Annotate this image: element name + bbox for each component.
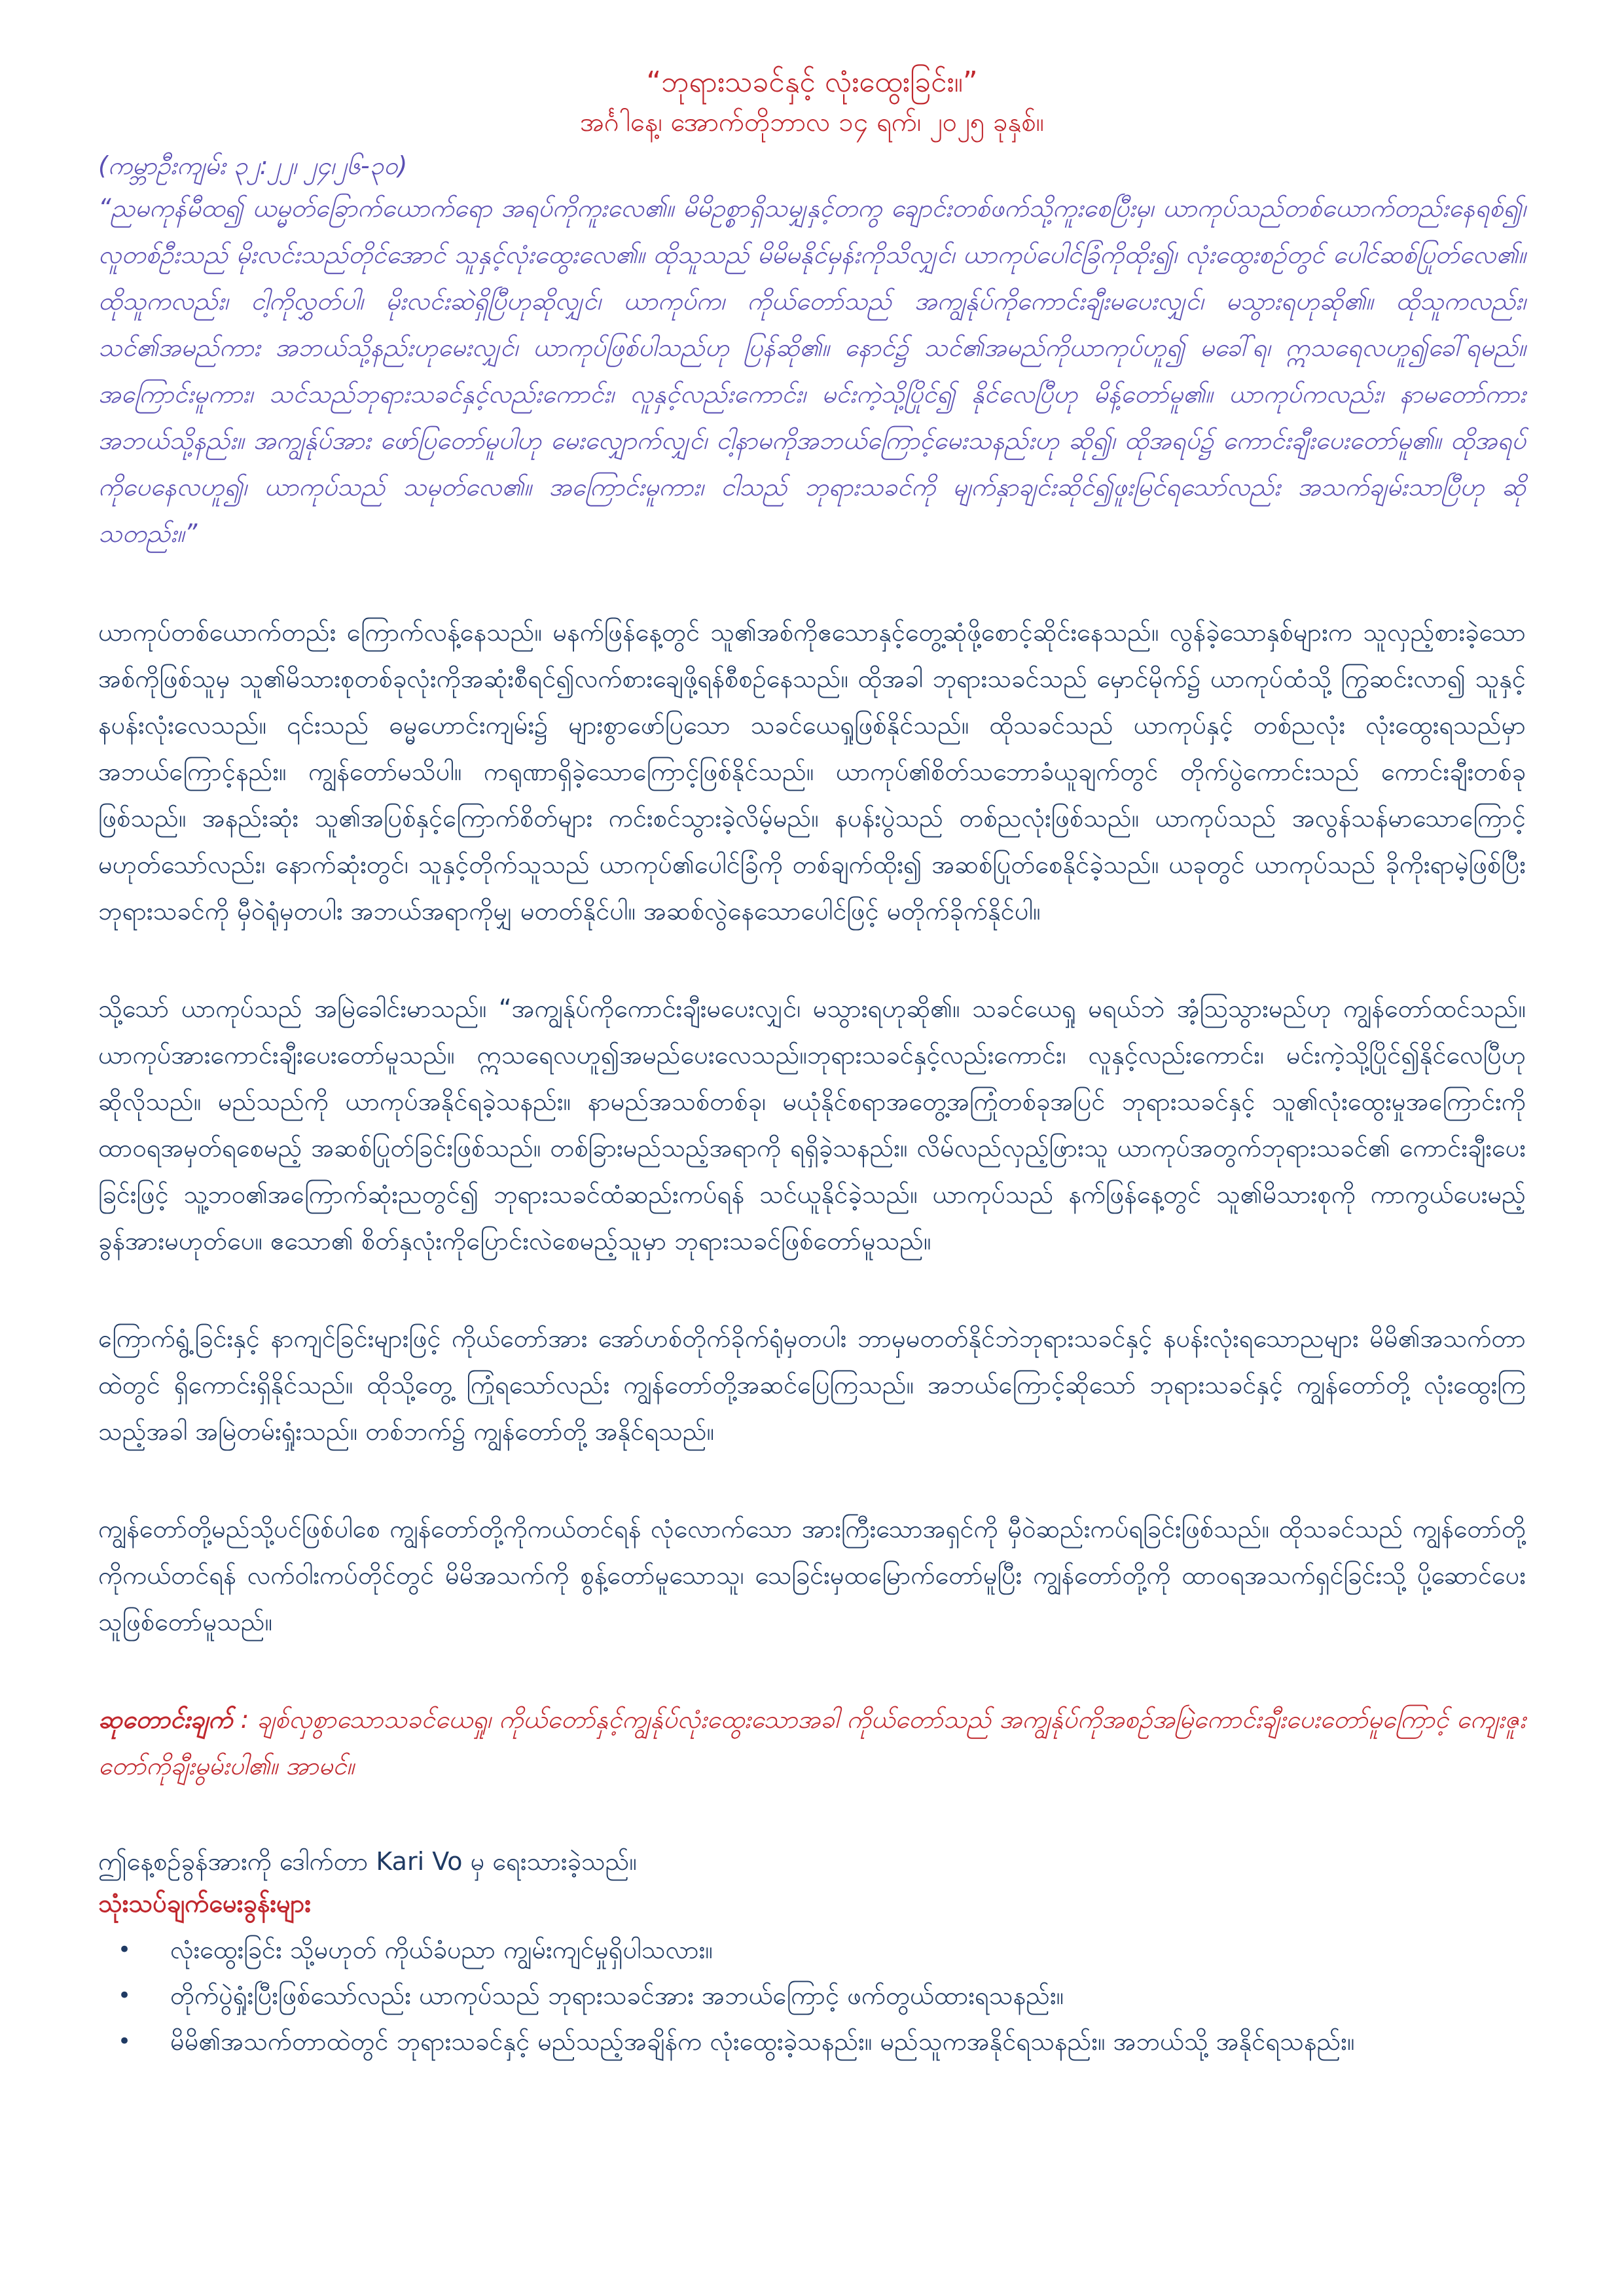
list-item	[98, 2018, 1526, 2064]
question-text: မိမိ၏အသက်တာထဲတွင် ဘုရားသခင်နှင့် မည်သည့်အချိန်က လုံးထွေးခဲ့သနည်း။ မည်သူကအနိုင်ရသနည်း။ အဘယ်သို့ အနိုင်ရသနည်း။	[170, 2027, 1355, 2056]
scripture-reference: (ကမ္ဘာဦးကျမ်း ၃၂:၂၂၊ ၂၄၊၂၆-၃၀)	[98, 151, 408, 180]
bullet-icon: •	[118, 1937, 132, 1963]
question-text: တိုက်ပွဲရှုံးပြီးဖြစ်သော်လည်း ယာကုပ်သည် ဘုရားသခင်အား အဘယ်ကြောင့် ဖက်တွယ်ထားရသနည်း။	[170, 1981, 1064, 2010]
body-paragraph-4: ကျွန်တော်တို့မည်သို့ပင်ဖြစ်ပါစေ ကျွန်တော်တို့ကိုကယ်တင်ရန် လုံလောက်သော အားကြီးသောအရှင်ကို မှီဝဲဆည်းကပ်ရခြင်းဖြစ်သည်။ ထိုသခင်သည် ကျွန်တော်တို့ကိုကယ်တင်ရန် လက်ဝါးကပ်တိုင်တွင် မိမိအသက်ကို စွန့်တော်မူသောသူ၊ သေခြင်းမှထမြောက်တော်မူပြီး ကျွန်တော်တို့ကို ထာဝရအသက်ရှင်ခြင်းသို့ ပို့ဆောင်ပေးသူဖြစ်တော်မူသည်။	[98, 1515, 1526, 1636]
list-item	[98, 1927, 1526, 1973]
questions-list	[98, 1927, 1526, 2064]
page-date: အင်္ဂါနေ့၊ အောက်တိုဘာလ ၁၄ ရက်၊ ၂၀၂၅ ခုနှစ်။	[580, 107, 1044, 137]
list-item	[98, 1973, 1526, 2018]
question-text: လုံးထွေးခြင်း သို့မဟုတ် ကိုယ်ခံပညာ ကျွမ်းကျင်မှုရှိပါသလား။	[170, 1935, 713, 1964]
prayer-block	[98, 1696, 1526, 1789]
prayer-separator: :	[232, 1705, 257, 1734]
author-note: ဤနေ့စဉ်ခွန်အားကို ဒေါက်တာ Kari Vo မှ ရေးသားခဲ့သည်။	[98, 1847, 637, 1876]
body-paragraph-1: ယာကုပ်တစ်ယောက်တည်း ကြောက်လန့်နေသည်။ မနက်ဖြန်နေ့တွင် သူ၏အစ်ကိုဧသောနှင့်တွေ့ဆုံဖို့စောင့်ဆိုင်းနေသည်။ လွန်ခဲ့သောနှစ်များက သူလှည့်စားခဲ့သော အစ်ကိုဖြစ်သူမှ သူ၏မိသားစုတစ်ခုလုံးကိုအဆုံးစီရင်၍လက်စားချေဖို့ရန်စီစဉ်နေသည်။ ထိုအခါ ဘုရားသခင်သည် မှောင်မိုက်၌ ယာကုပ်ထံသို့ ကြွဆင်းလာ၍ သူနှင့် နပန်းလုံးလေသည်။ ၎င်းသည် ဓမ္မဟောင်းကျမ်း၌ များစွာဖော်ပြသော သခင်ယေရှုဖြစ်နိုင်သည်။ ထိုသခင်သည် ယာကုပ်နှင့် တစ်ညလုံး လုံးထွေးရသည်မှာ အဘယ်ကြောင့်နည်း။ ကျွန်တော်မသိပါ။ ကရုဏာရှိခဲ့သောကြောင့်ဖြစ်နိုင်သည်။ ယာကုပ်၏စိတ်သဘောခံယူချက်တွင် တိုက်ပွဲကောင်းသည် ကောင်းချီးတစ်ခုဖြစ်သည်။ အနည်းဆုံး သူ၏အပြစ်နှင့်ကြောက်စိတ်များ ကင်းစင်သွားခဲ့လိမ့်မည်။ နပန်းပွဲသည် တစ်ညလုံးဖြစ်သည်။ ယာကုပ်သည် အလွန်သန်မာသောကြောင့်မဟုတ်သော်လည်း၊ နောက်ဆုံးတွင်၊ သူနှင့်တိုက်သူသည် ယာကုပ်၏ပေါင်ခြံကို တစ်ချက်ထိုး၍ အဆစ်ပြုတ်စေနိုင်ခဲ့သည်။ ယခုတွင် ယာကုပ်သည် ခိုကိုးရာမဲ့ဖြစ်ပြီး ဘုရားသခင်ကို မှီဝဲရုံမှတပါး အဘယ်အရာကိုမျှ မတတ်နိုင်ပါ။ အဆစ်လွဲနေသောပေါင်ဖြင့် မတိုက်ခိုက်နိုင်ပါ။	[98, 618, 1526, 925]
prayer-label: ဆုတောင်းချက်	[98, 1705, 233, 1734]
body-paragraph-2: သို့သော် ယာကုပ်သည် အမြဲခေါင်းမာသည်။ “အကျွန်ုပ်ကိုကောင်းချီးမပေးလျှင်၊ မသွားရဟုဆို၏။ သခင်ယေရှု မရယ်ဘဲ အံ့သြသွားမည်ဟု ကျွန်တော်ထင်သည်။ ယာကုပ်အားကောင်းချီးပေးတော်မူသည်။ ဣသရေလဟူ၍အမည်ပေးလေသည်။ဘုရားသခင်နှင့်လည်းကောင်း၊ လူနှင့်လည်းကောင်း၊ မင်းကဲ့သို့ပြိုင်၍နိုင်လေပြီဟု ဆိုလိုသည်။ မည်သည်ကို ယာကုပ်အနိုင်ရခဲ့သနည်း။ နာမည်အသစ်တစ်ခု၊ မယုံနိုင်စရာအတွေ့အကြုံတစ်ခုအပြင် ဘုရားသခင်နှင့် သူ၏လုံးထွေးမှုအကြောင်းကို ထာဝရအမှတ်ရစေမည့် အဆစ်ပြုတ်ခြင်းဖြစ်သည်။ တစ်ခြားမည်သည့်အရာကို ရရှိခဲ့သနည်း။ လိမ်လည်လှည့်ဖြားသူ ယာကုပ်အတွက်ဘုရားသခင်၏ ကောင်းချီးပေးခြင်းဖြင့် သူ့ဘဝ၏အကြောက်ဆုံးညတွင်၍ ဘုရားသခင်ထံဆည်းကပ်ရန် သင်ယူနိုင်ခဲ့သည်။ ယာကုပ်သည် နက်ဖြန်နေ့တွင် သူ၏မိသားစုကို ကာကွယ်ပေးမည့် ခွန်အားမဟုတ်ပေ။ ဧသော၏ စိတ်နှလုံးကိုပြောင်းလဲစေမည့်သူမှာ ဘုရားသခင်ဖြစ်တော်မူသည်။	[98, 994, 1526, 1255]
bullet-icon: •	[118, 2028, 132, 2054]
questions-heading: သုံးသပ်ချက်မေးခွန်းများ	[98, 1889, 312, 1918]
page-title: “ဘုရားသခင်နှင့် လုံးထွေးခြင်း။”	[646, 65, 978, 99]
prayer-text: ချစ်လှစွာသောသခင်ယေရှု၊ ကိုယ်တော်နှင့်ကျွန်ုပ်လုံးထွေးသောအခါ ကိုယ်တော်သည် အကျွန်ုပ်ကိုအစဉ်အမြဲကောင်းချီးပေးတော်မူကြောင့် ကျေးဇူးတော်ကိုချီးမွမ်းပါ၏။ အာမင်။	[98, 1705, 1526, 1780]
scripture-quote: “ညမကုန်မီထ၍ ယမ္မတ်ခြောက်ယောက်ရော အရပ်ကိုကူးလေ၏။ မိမိဥစ္စာရှိသမျှနှင့်တကွ ချောင်းတစ်ဖက်သို့ကူးစေပြီးမှ၊ ယာကုပ်သည်တစ်ယောက်တည်းနေရစ်၍၊ လူတစ်ဦးသည် မိုးလင်းသည်တိုင်အောင် သူနှင့်လုံးထွေးလေ၏။ ထိုသူသည် မိမိမနိုင်မှန်းကိုသိလျှင်၊ ယာကုပ်ပေါင်ခြံကိုထိုး၍၊ လုံးထွေးစဉ်တွင် ပေါင်ဆစ်ပြုတ်လေ၏။ ထိုသူကလည်း၊ ငါ့ကိုလွှတ်ပါ၊ မိုးလင်းဆဲရှိပြီဟုဆိုလျှင်၊ ယာကုပ်က၊ ကိုယ်တော်သည် အကျွန်ုပ်ကိုကောင်းချီးမပေးလျှင်၊ မသွားရဟုဆို၏။ ထိုသူကလည်း၊ သင်၏အမည်ကား အဘယ်သို့နည်းဟုမေးလျှင်၊ ယာကုပ်ဖြစ်ပါသည်ဟု ပြန်ဆို၏။ နောင်၌ သင်၏အမည်ကိုယာကုပ်ဟူ၍ မခေါ်ရ၊ ဣသရေလဟူ၍ခေါ်ရမည်။ အကြောင်းမူကား၊ သင်သည်ဘုရားသခင်နှင့်လည်းကောင်း၊ လူနှင့်လည်းကောင်း၊ မင်းကဲ့သို့ပြိုင်၍ နိုင်လေပြီဟု မိန့်တော်မူ၏။ ယာကုပ်ကလည်း၊ နာမတော်ကားအဘယ်သို့နည်း။ အကျွန်ုပ်အား ဖော်ပြတော်မူပါဟု မေးလျှောက်လျှင်၊ ငါ့နာမကိုအဘယ်ကြောင့်မေးသနည်းဟု ဆို၍၊ ထိုအရပ်၌ ကောင်းချီးပေးတော်မူ၏။ ထိုအရပ်ကိုပေနေလဟူ၍၊ ယာကုပ်သည် သမုတ်လေ၏။ အကြောင်းမူကား၊ ငါသည် ဘုရားသခင်ကို မျက်နှာချင်းဆိုင်၍ဖူးမြင်ရသော်လည်း အသက်ချမ်းသာပြီဟု ဆိုသတည်း။”	[98, 194, 1526, 548]
body-paragraph-3: ကြောက်ရွံ့ခြင်းနှင့် နာကျင်ခြင်းများဖြင့် ကိုယ်တော်အား အော်ဟစ်တိုက်ခိုက်ရုံမှတပါး ဘာမှမတတ်နိုင်ဘဲဘုရားသခင်နှင့် နပန်းလုံးရသောညများ မိမိ၏အသက်တာထဲတွင် ရှိကောင်းရှိနိုင်သည်။ ထိုသို့တွေ့ ကြုံရသော်လည်း ကျွန်တော်တို့အဆင်ပြေကြသည်။ အဘယ်ကြောင့်ဆိုသော် ဘုရားသခင်နှင့် ကျွန်တော်တို့ လုံးထွေးကြသည့်အခါ အမြဲတမ်းရှုံးသည်။ တစ်ဘက်၌ ကျွန်တော်တို့ အနိုင်ရသည်။	[98, 1324, 1526, 1446]
bullet-icon: •	[118, 1982, 132, 2009]
